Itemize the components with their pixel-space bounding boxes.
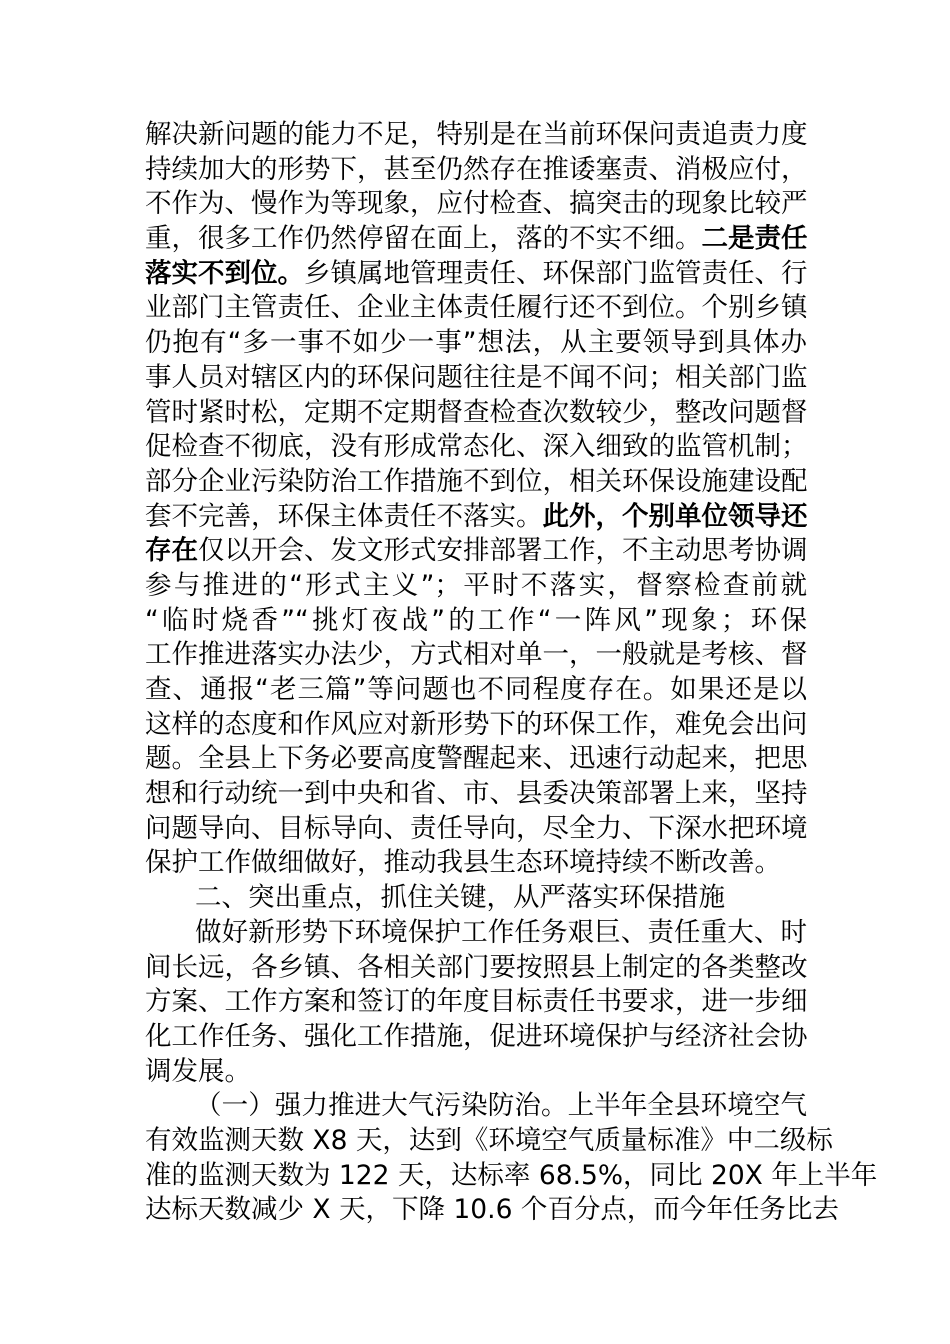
text-line <box>145 534 807 569</box>
text-line <box>145 1159 878 1194</box>
text-line <box>145 951 807 986</box>
paragraph <box>145 1089 878 1228</box>
text-run: 间长远，各乡镇、各相关部门要按照县上制定的各类整改 <box>145 951 808 983</box>
text-run: 促检查不彻底，没有形成常态化、深入细致的监管机制； <box>145 431 808 463</box>
text-line <box>145 1124 833 1159</box>
text-run: 有效监测天数 X8 天，达到《环境空气质量标准》中二级标 <box>145 1124 833 1156</box>
text-line <box>145 291 807 326</box>
text-run: 这样的态度和作风应对新形势下的环保工作，难免会出问 <box>145 708 808 740</box>
text-run: 查、通报“老三篇”等问题也不同程度存在。如果还是以 <box>145 674 807 705</box>
text-line <box>145 222 807 257</box>
text-run: 业部门主管责任、企业主体责任履行还不到位。个别乡镇 <box>145 292 808 324</box>
text-line <box>145 396 807 431</box>
bold-text: 此外，个别单位领导还 <box>542 500 808 532</box>
text-run: 持续加大的形势下，甚至仍然存在推诿塞责、消极应付， <box>145 153 808 185</box>
text-run: 问题导向、目标导向、责任导向，尽全力、下深水把环境 <box>145 812 808 844</box>
document-page <box>145 118 878 1228</box>
text-run: 二、突出重点，抓住关键，从严落实环保措施 <box>195 882 725 914</box>
text-run: 乡镇属地管理责任、环保部门监管责任、行 <box>304 257 808 289</box>
text-run: 套不完善，环保主体责任不落实。 <box>145 500 543 532</box>
text-run: 做好新形势下环境保护工作任务艰巨、责任重大、时 <box>195 916 807 948</box>
text-run: 解决新问题的能力不足，特别是在当前环保问责追责力度 <box>145 119 808 150</box>
text-run: 题。全县上下务必要高度警醒起来、迅速行动起来，把思 <box>145 743 808 775</box>
text-line <box>145 465 807 500</box>
text-line <box>145 1193 839 1228</box>
text-run: 化工作任务、强化工作措施，促进环境保护与经济社会协 <box>145 1020 808 1052</box>
text-line <box>145 916 807 951</box>
text-run: 参与推进的“形式主义”；平时不落实，督察检查前就 <box>145 569 807 601</box>
text-line <box>145 326 807 361</box>
text-line <box>145 812 807 847</box>
bold-text: 存在 <box>145 535 198 567</box>
text-line <box>145 153 807 188</box>
text-run: 保护工作做细做好，推动我县生态环境持续不断改善。 <box>145 847 781 879</box>
paragraph <box>145 118 807 881</box>
text-run: 仍抱有“多一事不如少一事”想法，从主要领导到具体办 <box>145 327 807 359</box>
text-line <box>145 569 807 604</box>
text-run: 重，很多工作仍然停留在面上，落的不实不细。 <box>145 223 702 255</box>
text-line <box>145 1020 807 1055</box>
text-run: 达标天数减少 X 天，下降 10.6 个百分点，而今年任务比去 <box>145 1194 839 1226</box>
text-line <box>145 881 807 916</box>
text-line <box>145 708 807 743</box>
text-run: 准的监测天数为 122 天，达标率 68.5%，同比 20X 年上半年 <box>145 1159 878 1191</box>
bold-text: 二是责任 <box>701 223 808 255</box>
text-line <box>145 187 807 222</box>
text-line <box>145 673 807 708</box>
text-line <box>145 1055 807 1090</box>
text-run: 事人员对辖区内的环保问题往往是不闻不问；相关部门监 <box>145 361 808 393</box>
text-line <box>145 777 807 812</box>
text-line <box>145 985 807 1020</box>
text-line <box>145 742 807 777</box>
text-line <box>145 638 807 673</box>
text-run: 工作推进落实办法少，方式相对单一，一般就是考核、督 <box>145 639 808 671</box>
text-line <box>145 361 807 396</box>
bold-text: 落实不到位。 <box>145 257 304 289</box>
paragraph <box>145 881 807 916</box>
text-line <box>145 118 807 153</box>
paragraph <box>145 916 807 1089</box>
text-line <box>145 604 807 639</box>
text-line <box>145 257 807 292</box>
text-run: “临时烧香”“挑灯夜战”的工作“一阵风”现象；环保 <box>145 604 807 636</box>
text-run: 方案、工作方案和签订的年度目标责任书要求，进一步细 <box>145 986 808 1018</box>
text-run: （一）强力推进大气污染防治。上半年全县环境空气 <box>195 1090 807 1122</box>
text-line <box>145 1089 807 1124</box>
text-run: 仅以开会、发文形式安排部署工作，不主动思考协调 <box>198 535 808 567</box>
document-body <box>145 118 878 1228</box>
text-run: 部分企业污染防治工作措施不到位，相关环保设施建设配 <box>145 465 808 497</box>
text-line <box>145 430 807 465</box>
text-line <box>145 500 807 535</box>
text-run: 想和行动统一到中央和省、市、县委决策部署上来，坚持 <box>145 778 808 810</box>
text-run: 不作为、慢作为等现象，应付检查、搞突击的现象比较严 <box>145 188 808 220</box>
text-run: 管时紧时松，定期不定期督查检查次数较少，整改问题督 <box>145 396 808 428</box>
text-run: 调发展。 <box>145 1055 251 1087</box>
text-line <box>145 846 807 881</box>
